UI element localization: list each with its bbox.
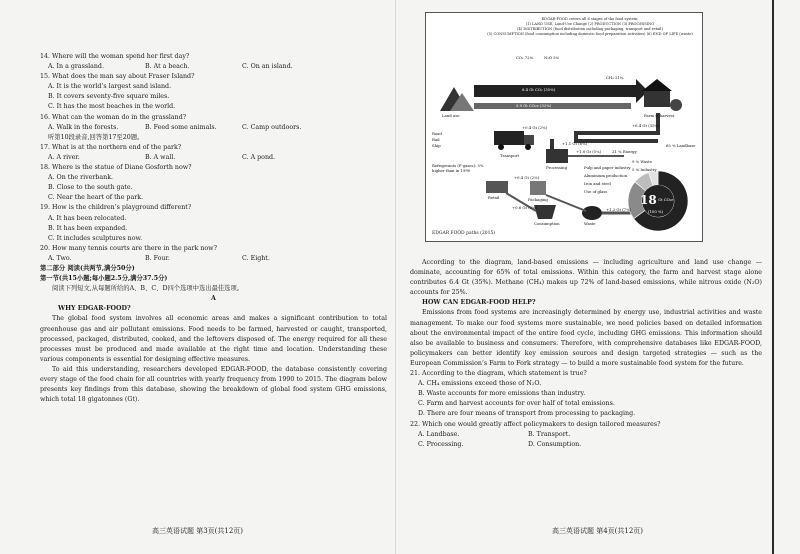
processing-icon bbox=[546, 149, 568, 163]
question-16: 16. What can the woman do in the grassland? bbox=[40, 113, 187, 121]
paragraph-3: According to the diagram, land-based emissions — including agriculture and land use change — dominate, accounting for 65% of total emissions. Within this category, the farm and harvest stage alone contributes 6.4 Gt (35%). Methane (CH₄) makes up 72% of land-based emissions, while nitrous oxide (N₂O) accounts for 25%. bbox=[410, 259, 762, 297]
label-land-use-total: 6.4 Gt CO₂ (35%) bbox=[522, 87, 556, 92]
option-a: A. It has been relocated. bbox=[48, 214, 127, 222]
option-b: B. Transport. bbox=[528, 430, 571, 438]
label-transport: Transport bbox=[500, 153, 520, 158]
tractor-wheel-icon bbox=[670, 99, 682, 111]
paragraph-1: The global food system involves all economic areas and makes a significant contribution to total greenhouse gas and air pollutant emissions. Food needs to be farmed, harvested or caught, transported, processed, packaged, distributed, cooked, and the leftovers disposed of. The energy required for all these processes must be produced and made available at the right time and location. Understanding these various components is essential for designing effective measures. bbox=[40, 315, 387, 363]
option-b: B. At a beach. bbox=[145, 63, 190, 71]
label-industry-pct: 5 % Industry bbox=[632, 167, 657, 172]
q17-options bbox=[40, 153, 387, 163]
option-d: D. There are four means of transport from processing to packaging. bbox=[418, 410, 636, 418]
passage-letter: A bbox=[211, 295, 216, 303]
truck-wheel-icon bbox=[498, 144, 504, 150]
label-n2o: N₂O 5% bbox=[544, 55, 560, 60]
paragraph-4: Emissions from food systems are increasingly determined by energy use, industrial activities and waste management. To make our food systems more sustainable, we need policies based on detailed information about the environmental impact of the entire food cycle, including GHG emissions. This information should also be available to business and consumers. Therefore, with comprehensive databases like EDGAR-FOOD, policymakers can better identify key emission sources and design targeted strategies — such as the European Commission’s Farm to Fork strategy — to build a more sustainable food system for the future. bbox=[410, 309, 762, 367]
section-one-heading: 第一节(共15小题;每小题2.5分,满分37.5分) bbox=[40, 275, 168, 283]
legend-line: (5) CONSUMPTION (food consumption including domestic food preparation activities) (6) END OF LIFE (waste) bbox=[487, 32, 693, 36]
paragraph-2: To aid this understanding, researchers developed EDGAR-FOOD, the database consistently covering every stage of the food chain for all countries with yearly frequency from 1990 to 2015. The diagram below presents key findings from this database, showing the breakdown of global food system GHG emissions, which total 18 gigatonnes (Gt). bbox=[40, 365, 387, 404]
option-c: C. On an island. bbox=[242, 63, 293, 71]
land-use-arrow bbox=[474, 79, 648, 103]
question-21: 21. According to the diagram, which statement is true? bbox=[410, 370, 587, 378]
label-ship: Ship bbox=[432, 143, 441, 148]
label-flow-6: +1.2 Gt (7%) bbox=[606, 207, 632, 212]
option-b: B. Feed some animals. bbox=[145, 123, 217, 131]
option-c: C. Eight. bbox=[242, 254, 270, 262]
label-flow-4: +1.0 Gt (5%) bbox=[576, 149, 602, 154]
label-glass: Use of glass bbox=[584, 189, 608, 194]
option-c: C. Farm and harvest accounts for over half of total emissions. bbox=[418, 400, 615, 408]
option-a: A. Landbase. bbox=[418, 430, 460, 438]
q20-options bbox=[40, 254, 387, 264]
right-column bbox=[410, 258, 762, 450]
label-waste: Waste bbox=[584, 221, 596, 226]
option-b: B. It has been expanded. bbox=[48, 224, 128, 232]
label-ch4: CH₄ 21% bbox=[606, 75, 624, 80]
label-flow-5: +0.6 Gt (3%) bbox=[512, 205, 538, 210]
option-b: B. Waste accounts for more emissions than industry. bbox=[418, 390, 586, 398]
edgar-food-diagram bbox=[425, 12, 703, 242]
label-waste-pct: 9 % Waste bbox=[632, 159, 652, 164]
option-a: A. In a grassland. bbox=[48, 63, 104, 71]
question-19: 19. How is the children’s playground different? bbox=[40, 204, 192, 212]
label-co2: CO₂ 72% bbox=[516, 55, 534, 60]
land-use-arrow bbox=[474, 103, 631, 109]
waste-icon bbox=[582, 206, 602, 220]
consumption-icon bbox=[534, 205, 556, 219]
label-retail: Retail bbox=[488, 195, 500, 200]
option-b: B. Four. bbox=[145, 254, 170, 262]
label-packaging: Packaging bbox=[528, 197, 548, 202]
listening-instruction: 听第10段录音,回答第17至20题。 bbox=[48, 133, 144, 141]
q16-options bbox=[40, 123, 387, 133]
reading-instruction: 阅读下列短文,从每题所给的A、B、C、D四个选项中选出最佳选项。 bbox=[52, 285, 244, 293]
donut-total-percent: (100 %) bbox=[648, 209, 664, 214]
option-c: C. Processing. bbox=[418, 440, 464, 448]
q22-options-row-1 bbox=[410, 430, 762, 440]
option-a: A. A river. bbox=[48, 153, 80, 161]
passage-title: WHY EDGAR-FOOD? bbox=[58, 305, 131, 313]
page-footer: 高三英语试题 第3页(共12页) bbox=[151, 527, 244, 535]
processing-icon bbox=[550, 139, 554, 149]
option-a: A. On the riverbank. bbox=[48, 174, 114, 182]
question-17: 17. What is at the northern end of the park? bbox=[40, 143, 182, 151]
label-consumption: Consumption bbox=[534, 221, 560, 226]
label-methane-total: 5.9 Gt CO₂e (32%) bbox=[516, 103, 552, 108]
page-footer: 高三英语试题 第4页(共12页) bbox=[551, 527, 644, 535]
label-energy: 21 % Energy bbox=[612, 149, 637, 154]
label-rail: Rail bbox=[432, 137, 440, 142]
option-c: C. Camp outdoors. bbox=[242, 123, 302, 131]
farm-icon bbox=[642, 79, 672, 91]
option-b: B. It covers seventy-five square miles. bbox=[48, 93, 170, 101]
label-flow-1: +6.4 Gt (35%) bbox=[632, 123, 660, 128]
label-refrigerants: Refrigerants (F-gases): 5% higher than in 1990 bbox=[432, 163, 484, 173]
option-a: A. Walk in the forests. bbox=[48, 123, 119, 131]
truck-wheel-icon bbox=[525, 144, 531, 150]
label-iron: Iron and steel bbox=[584, 181, 611, 186]
option-c: C. Near the heart of the park. bbox=[48, 194, 144, 202]
label-farm: Farm & harvest bbox=[644, 113, 675, 118]
label-flow-2: +1.1 Gt (6%) bbox=[562, 141, 588, 146]
q22-options-row-2 bbox=[410, 440, 762, 450]
donut-total-number: 18 bbox=[640, 193, 657, 207]
option-b: B. Close to the south gate. bbox=[48, 184, 133, 192]
label-flow-3: +0.4 Gt (2%) bbox=[522, 125, 548, 130]
label-processing: Processing bbox=[546, 165, 568, 170]
option-c: C. It includes sculptures now. bbox=[48, 234, 143, 242]
question-20: 20. How many tennis courts are there in the park now? bbox=[40, 244, 217, 252]
left-page bbox=[0, 0, 395, 554]
diagram-caption: EDGAR FOOD paths (2015) bbox=[432, 231, 496, 236]
option-c: C. It has the most beaches in the world. bbox=[48, 103, 176, 111]
truck-icon bbox=[494, 131, 524, 145]
legend-line: (1) LAND USE, Land-Use Change (2) PRODUCTION (3) PROCESSING bbox=[525, 22, 655, 26]
retail-icon bbox=[486, 181, 508, 193]
section-heading: HOW CAN EDGAR-FOOD HELP? bbox=[422, 299, 536, 307]
label-flow-7: +0.4 Gt (2%) bbox=[514, 175, 540, 180]
option-b: B. A wall. bbox=[145, 153, 176, 161]
diagram-graphics bbox=[426, 13, 702, 241]
legend-line: (4) DISTRIBUTION (food distribution including packaging, transport and retail) bbox=[517, 27, 663, 31]
donut-total-unit: Gt CO₂e bbox=[658, 197, 674, 202]
option-a: A. It is the world’s largest sand island. bbox=[48, 83, 172, 91]
part-two-heading: 第二部分 阅读(共两节,满分50分) bbox=[40, 264, 135, 272]
question-18: 18. Where is the statue of Diane Gosforth now? bbox=[40, 164, 192, 172]
question-15: 15. What does the man say about Fraser Island? bbox=[40, 73, 195, 81]
farm-icon bbox=[644, 89, 670, 107]
option-a: A. Two. bbox=[48, 254, 72, 262]
left-column bbox=[40, 52, 387, 405]
question-22: 22. Which one would greatly affect policymakers to design tailored measures? bbox=[410, 420, 661, 428]
label-road: Road bbox=[432, 131, 442, 136]
truck-icon bbox=[524, 135, 534, 145]
label-land-use: Land use bbox=[442, 113, 460, 118]
option-d: D. Consumption. bbox=[528, 440, 582, 448]
question-14: 14. Where will the woman spend her first day? bbox=[40, 53, 190, 60]
legend-title: EDGAR-FOOD covers all 6 stages of the food system: bbox=[541, 17, 639, 21]
label-pulp: Pulp and paper industry bbox=[584, 165, 631, 170]
q14-options bbox=[40, 62, 387, 72]
label-landbase: 65 % Landbase bbox=[666, 143, 696, 148]
packaging-icon bbox=[530, 181, 546, 195]
option-a: A. CH₄ emissions exceed those of N₂O. bbox=[418, 380, 542, 388]
option-c: C. A pond. bbox=[242, 153, 276, 161]
label-aluminium: Aluminium production bbox=[584, 173, 628, 178]
